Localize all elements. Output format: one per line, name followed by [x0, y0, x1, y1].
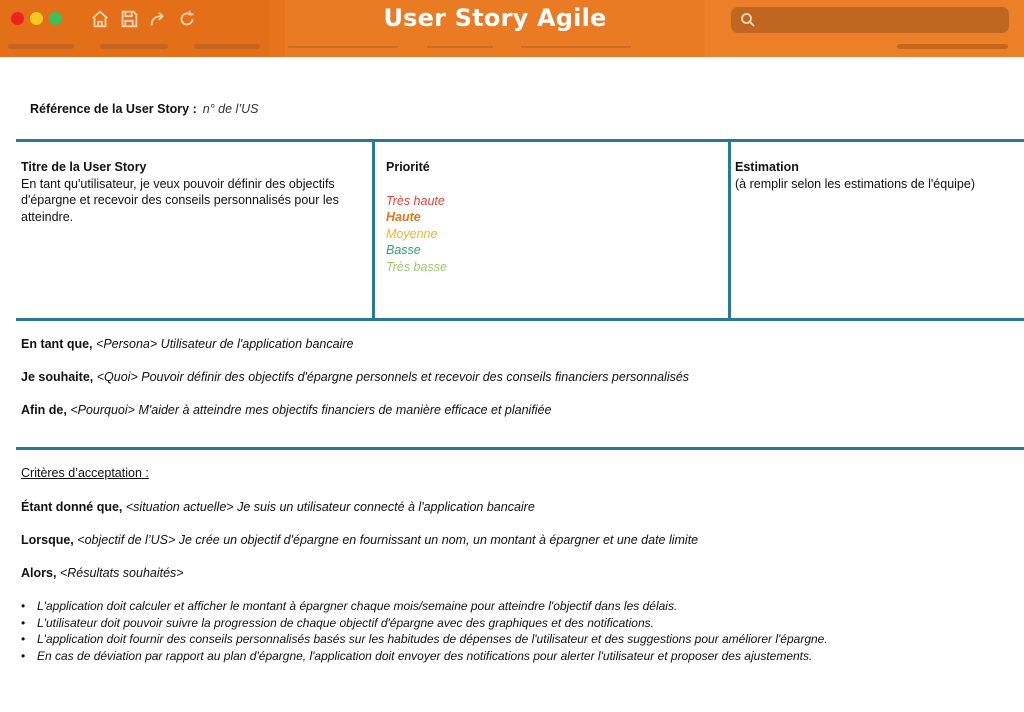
title-bar: [0, 0, 1024, 57]
given-tag: <situation actuelle>: [125, 500, 234, 514]
list-item[interactable]: • En cas de déviation par rapport au plan d'épargne, l'application doit envoyer des notifications pour alerter l'utilisateur et proposer des ajustements.: [21, 648, 828, 665]
given-label: Étant donné que,: [21, 500, 123, 514]
search-input[interactable]: [731, 7, 1009, 33]
priority-high[interactable]: Haute: [386, 210, 421, 224]
story-title-label: Titre de la User Story: [21, 160, 147, 174]
divider-middle: [16, 318, 1024, 321]
so-that-text[interactable]: M'aider à atteindre mes objectifs financiers de manière efficace et planifiée: [138, 403, 552, 417]
i-want-label: Je souhaite,: [21, 370, 94, 384]
given-line: [21, 500, 535, 514]
divider-col-1: [372, 140, 375, 321]
reference-label: Référence de la User Story :: [30, 102, 197, 116]
so-that-line: [21, 403, 551, 417]
minimize-window-button[interactable]: [30, 12, 43, 25]
as-a-tag: <Persona>: [96, 337, 158, 351]
as-a-line: [21, 337, 353, 351]
refresh-icon[interactable]: [176, 8, 198, 30]
menu-item-1[interactable]: [8, 44, 74, 49]
menu-item-6[interactable]: [521, 46, 631, 48]
reference-value[interactable]: n° de l’US: [202, 102, 259, 116]
as-a-label: En tant que,: [21, 337, 93, 351]
so-that-label: Afin de,: [21, 403, 67, 417]
estimation-cell: [735, 159, 1024, 192]
priority-cell: [386, 159, 716, 275]
i-want-tag: <Quoi>: [96, 370, 138, 384]
estimation-text[interactable]: (à remplir selon les estimations de l'équipe): [735, 176, 975, 191]
then-line: [21, 566, 184, 580]
when-text[interactable]: Je crée un objectif d'épargne en fournissant un nom, un montant à épargner et une date limite: [178, 533, 699, 547]
divider-col-2: [728, 140, 731, 321]
story-reference: [30, 102, 258, 116]
estimation-label: Estimation: [735, 160, 799, 174]
menu-item-7[interactable]: [897, 44, 1008, 49]
priority-label: Priorité: [386, 160, 430, 174]
when-label: Lorsque,: [21, 533, 74, 547]
divider-top: [16, 139, 1024, 142]
close-window-button[interactable]: [11, 12, 24, 25]
so-that-tag: <Pourquoi>: [70, 403, 135, 417]
priority-low[interactable]: Basse: [386, 243, 421, 257]
divider-bottom: [16, 447, 1024, 450]
priority-very-high[interactable]: Très haute: [386, 193, 445, 208]
then-tag: <Résultats souhaités>: [59, 566, 184, 580]
story-title-text[interactable]: En tant qu'utilisateur, je veux pouvoir définir des objectifs d'épargne et recevoir des conseils personnalisés pour les atteindre.: [21, 176, 339, 224]
menu-item-4[interactable]: [288, 46, 398, 48]
home-icon[interactable]: [89, 8, 111, 30]
i-want-text[interactable]: Pouvoir définir des objectifs d'épargne personnels et recevoir des conseils financiers personnalisés: [141, 370, 690, 384]
story-title-cell: [21, 159, 361, 225]
i-want-line: [21, 370, 689, 384]
redo-icon[interactable]: [147, 8, 169, 30]
window-title: User Story Agile: [383, 4, 607, 32]
as-a-text[interactable]: Utilisateur de l'application bancaire: [160, 337, 354, 351]
menu-item-3[interactable]: [194, 44, 260, 49]
list-item[interactable]: • L'application doit fournir des conseils personnalisés basés sur les habitudes de dépenses de l'utilisateur et des suggestions pour améliorer l'épargne.: [21, 631, 828, 648]
priority-medium[interactable]: Moyenne: [386, 226, 438, 241]
priority-very-low[interactable]: Très basse: [386, 259, 447, 274]
menu-item-2[interactable]: [100, 44, 168, 49]
acceptance-bullet-list: [21, 598, 828, 664]
given-text[interactable]: Je suis un utilisateur connecté à l'application bancaire: [237, 500, 535, 514]
when-line: [21, 533, 698, 547]
then-label: Alors,: [21, 566, 57, 580]
acceptance-heading: Critères d’acceptation :: [21, 466, 149, 480]
when-tag: <objectif de l’US>: [77, 533, 176, 547]
list-item[interactable]: • L'utilisateur doit pouvoir suivre la progression de chaque objectif d'épargne avec des graphiques et des notifications.: [21, 615, 828, 632]
list-item[interactable]: • L'application doit calculer et afficher le montant à épargner chaque mois/semaine pour atteindre l'objectif dans les délais.: [21, 598, 828, 615]
maximize-window-button[interactable]: [49, 12, 62, 25]
search-icon: [739, 11, 757, 29]
menu-item-5[interactable]: [427, 46, 493, 48]
save-icon[interactable]: [118, 8, 140, 30]
